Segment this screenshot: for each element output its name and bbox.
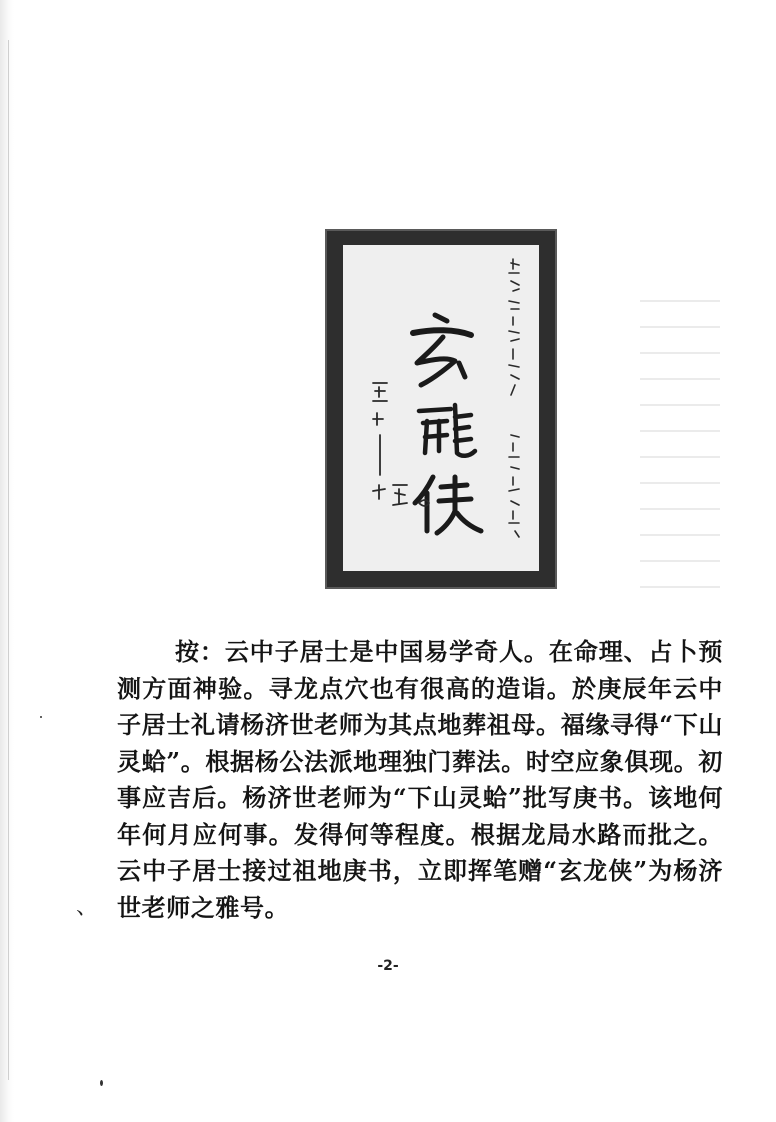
- body-paragraph: 按：云中子居士是中国易学奇人。在命理、占卜预测方面神验。寻龙点穴也有很高的造诣。於庚辰年云中子居士礼请杨济世老师为其点地葬祖母。福缘寻得“下山灵蛤”。根据杨公法派地理独门葬法。时空应象俱现。初事应吉后。杨济世老师为“下山灵蛤”批写庚书。该地何年何月应何事。发得何等程度。根据龙局水路而批之。云中子居士接过祖地庚书，立即挥笔赠“玄龙侠”为杨济世老师之雅号。: [117, 637, 723, 922]
- calligraphy-scroll: [343, 245, 539, 571]
- calligraphy-photo: [325, 229, 557, 589]
- bleed-through-text: [640, 300, 720, 600]
- scan-edge-line: [8, 40, 9, 1080]
- page-number: -2-: [377, 958, 399, 974]
- scan-speck: [100, 1080, 103, 1086]
- scan-speck: [40, 716, 42, 718]
- margin-mark: 、: [76, 895, 99, 920]
- scan-edge: [0, 0, 14, 1122]
- calligraphy-artwork: [343, 245, 539, 571]
